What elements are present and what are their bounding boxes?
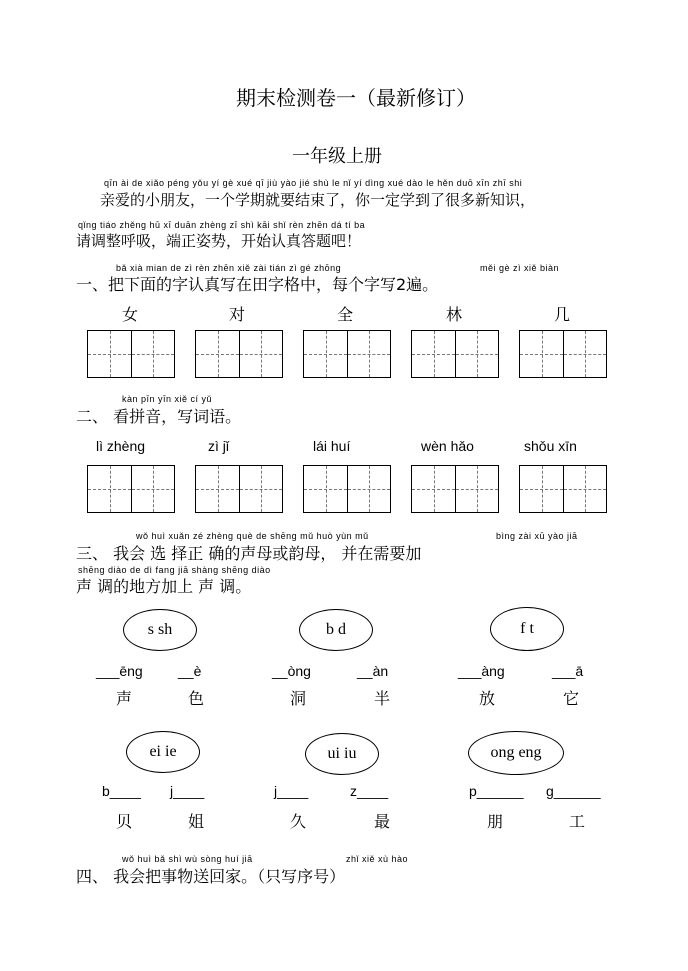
section4-heading: 四、 我会把事物送回家。（只写序号） (76, 867, 346, 886)
tianzige-grid[interactable] (303, 330, 391, 378)
intro-pinyin-line1: qīn ài de xiǎo péng yǒu yí gè xué qī jiù yào jié shù le nǐ yí dìng xué dào le hěn duō xīn zhī shi (104, 178, 523, 188)
answer-blank[interactable]: ___ā (552, 663, 584, 679)
tianzige-grid[interactable] (195, 465, 283, 513)
target-char: 最 (374, 812, 391, 831)
pinyin-word-1: lì zhèng (96, 438, 146, 454)
target-char: 工 (569, 812, 586, 831)
char-3: 全 (337, 305, 354, 324)
pinyin-word-5: shǒu xīn (524, 438, 577, 454)
char-1: 女 (122, 305, 139, 324)
oval-label: f t (520, 620, 534, 637)
target-char: 姐 (188, 812, 205, 831)
option-oval (123, 609, 197, 651)
section2-pinyin: kàn pīn yīn xiě cí yǔ (122, 394, 213, 404)
section3-pinyin-b: bìng zài xū yào jiā (496, 531, 578, 541)
intro-line1: 亲爱的小朋友，一个学期就要结束了，你一定学到了很多新知识， (100, 191, 536, 209)
answer-blank[interactable]: j____ (170, 783, 205, 799)
answer-blank[interactable]: b____ (102, 783, 141, 799)
intro-line2: 请调整呼吸，端正姿势，开始认真答题吧！ (76, 232, 362, 250)
target-char: 久 (290, 812, 307, 831)
char-4: 林 (446, 305, 463, 324)
section3-heading-b: 声 调的地方加上 声 调。 (76, 577, 252, 596)
oval-label: ei ie (149, 743, 177, 760)
tianzige-grid[interactable] (87, 330, 175, 378)
target-char: 声 (116, 689, 133, 708)
answer-blank[interactable]: g______ (546, 783, 601, 799)
target-char: 色 (188, 689, 205, 708)
page-title: 期末检测卷一（最新修订） (236, 86, 476, 110)
oval-label: ong eng (490, 744, 542, 761)
char-2: 对 (229, 305, 246, 324)
option-oval (468, 731, 564, 775)
answer-blank[interactable]: ___ēng (96, 663, 143, 679)
target-char: 朋 (487, 812, 504, 831)
char-5: 几 (554, 305, 571, 324)
target-char: 半 (374, 689, 391, 708)
pinyin-word-2: zì jǐ (208, 438, 229, 454)
tianzige-grid[interactable] (411, 330, 499, 378)
section3-pinyin-a: wǒ huì xuǎn zé zhèng què de shēng mǔ huò yùn mǔ (136, 531, 369, 541)
oval-label: ui iu (327, 745, 357, 762)
answer-blank[interactable]: __àn (357, 663, 389, 679)
tianzige-grid[interactable] (87, 465, 175, 513)
option-oval (299, 609, 373, 651)
answer-blank[interactable]: __òng (272, 663, 311, 679)
intro-pinyin-line2: qǐng tiáo zhěng hū xī duān zhèng zī shì kāi shǐ rèn zhēn dá tí ba (78, 220, 366, 230)
page-subtitle: 一年级上册 (292, 146, 382, 167)
target-char: 放 (479, 689, 496, 708)
tianzige-grid[interactable] (519, 330, 607, 378)
tianzige-grid[interactable] (519, 465, 607, 513)
tianzige-grid[interactable] (195, 330, 283, 378)
section1-pinyin-b: měi gè zì xiě biàn (480, 263, 560, 273)
answer-blank[interactable]: j____ (274, 783, 309, 799)
target-char: 它 (563, 689, 580, 708)
section1-heading: 一、把下面的字认真写在田字格中，每个字写2遍。 (76, 275, 439, 294)
target-char: 贝 (116, 812, 133, 831)
section3-pinyin-c: shēng diào de dì fang jiā shàng shēng diào (78, 565, 271, 575)
answer-blank[interactable]: __è (178, 663, 202, 679)
answer-blank[interactable]: z____ (350, 783, 389, 799)
section4-pinyin-b: zhǐ xiě xù hào (346, 854, 409, 864)
oval-label: s sh (147, 621, 173, 638)
section4-pinyin-a: wǒ huì bǎ shì wù sòng huí jiā (122, 854, 253, 864)
target-char: 洞 (290, 689, 307, 708)
tianzige-grid[interactable] (303, 465, 391, 513)
answer-blank[interactable]: ___àng (458, 663, 505, 679)
section1-pinyin-a: bǎ xià mian de zì rèn zhēn xiě zài tián zì gé zhōng (116, 263, 342, 273)
section3-heading-a: 三、 我会 选 择正 确的声母或韵母， 并在需要加 (76, 544, 422, 563)
option-oval (305, 733, 379, 775)
answer-blank[interactable]: p______ (469, 783, 524, 799)
option-oval (490, 607, 564, 651)
tianzige-grid[interactable] (411, 465, 499, 513)
pinyin-word-3: lái huí (313, 438, 351, 454)
pinyin-word-4: wèn hǎo (421, 438, 474, 454)
oval-label: b d (326, 621, 346, 638)
section2-heading: 二、 看拼音，写词语。 (76, 407, 242, 426)
option-oval (126, 731, 200, 773)
